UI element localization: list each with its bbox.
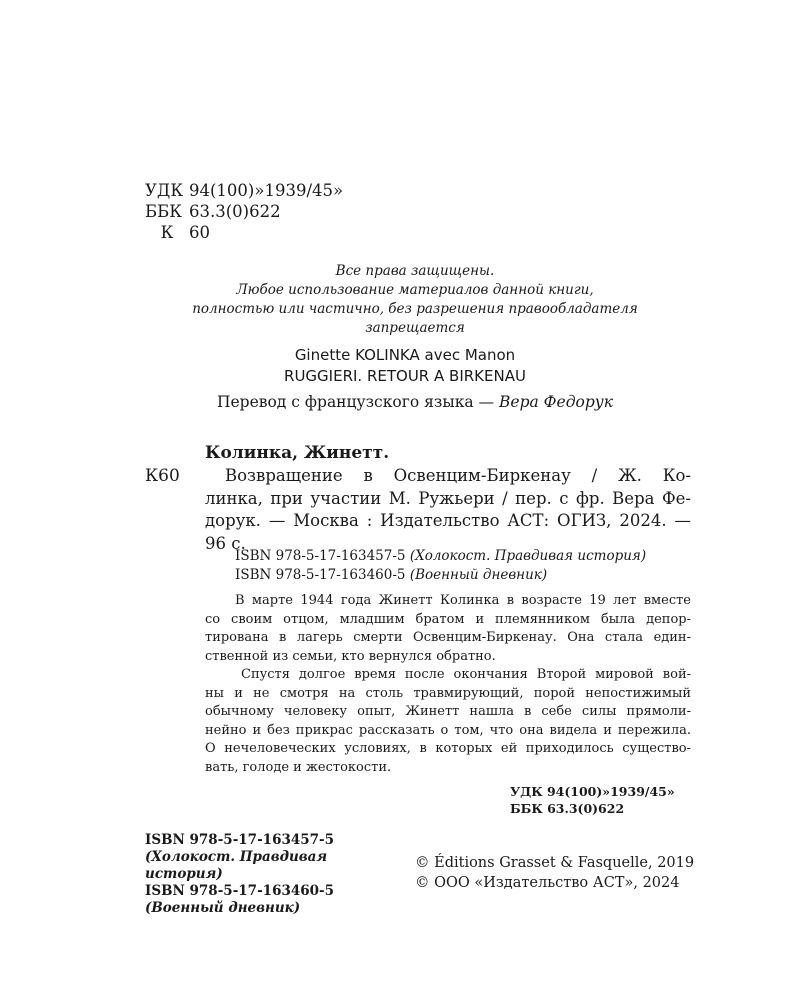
biblio-line: Возвращение в Освенцим-Биркенау / Ж. Ко- <box>225 466 691 485</box>
k-code: 60 <box>189 223 210 242</box>
isbn-block <box>145 832 334 917</box>
rights-line: полностью или частично, без разрешения правообладателя <box>192 301 638 317</box>
classification-codes <box>145 180 343 243</box>
isbn-series: (Холокост. Правдивая история) <box>409 548 647 564</box>
bbk-bottom: ББК 63.3(0)622 <box>510 801 625 816</box>
isbn-number: ISBN 978-5-17-163457-5 <box>145 832 335 848</box>
annotation <box>205 592 691 777</box>
isbn-series: (Военный дневник) <box>409 567 548 583</box>
isbn-series: (Холокост. Правдивая <box>145 849 328 865</box>
original-title-line: Ginette KOLINKA avec Manon <box>294 346 516 364</box>
rights-line: Любое использование материалов данной книги, <box>236 282 594 298</box>
biblio-line: линка, при участии М. Ружьери / пер. с фр. Вера Фе- <box>205 488 691 508</box>
rights-notice <box>160 262 670 338</box>
biblio-line: 96 с. <box>205 533 246 553</box>
annotation-line: обычному человеку опыт, Жинетт нашла в себе силы прямоли- <box>205 704 691 719</box>
bbk-code: 63.3(0)622 <box>189 202 281 221</box>
annotation-line: ны и не смотря на столь травмирующий, порой непостижимый <box>205 685 691 701</box>
classification-codes-bottom <box>510 783 690 817</box>
isbn-series: (Военный дневник) <box>145 900 301 916</box>
original-title-line: RUGGIERI. RETOUR A BIRKENAU <box>284 367 526 385</box>
isbn-number: ISBN 978-5-17-163460-5 <box>145 883 335 899</box>
k-label: К <box>160 223 174 242</box>
bibliographic-description <box>205 465 691 555</box>
udk-bottom: УДК 94(100)»1939/45» <box>510 784 675 799</box>
copyright-notice <box>415 853 694 893</box>
udk-code: 94(100)»1939/45» <box>189 181 344 200</box>
translator-name: Вера Федорук <box>499 393 614 411</box>
copyright-line: © Éditions Grasset & Fasquelle, 2019 <box>415 855 695 871</box>
original-title <box>200 345 610 387</box>
isbn-number: ISBN 978-5-17-163457-5 <box>235 548 406 564</box>
isbn-list <box>235 547 646 585</box>
catalog-code: К60 <box>145 466 180 486</box>
rights-line: Все права защищены. <box>335 263 495 279</box>
annotation-line: со своим отцом, младшим братом и племянником была депор- <box>205 611 691 627</box>
annotation-line: нейно и без прикрас рассказать о том, что она видела и пережила. <box>205 722 691 738</box>
annotation-line: вать, голоде и жестокости. <box>205 759 392 775</box>
rights-line: запрещается <box>365 320 465 336</box>
bbk-label: ББК <box>145 202 183 221</box>
annotation-line: В марте 1944 года Жинетт Колинка в возрасте 19 лет вместе <box>235 593 691 608</box>
annotation-line: ственной из семьи, кто вернулся обратно. <box>205 648 496 664</box>
catalog-author: Колинка, Жинетт. <box>205 443 390 463</box>
udk-label: УДК <box>145 181 184 200</box>
isbn-number: ISBN 978-5-17-163460-5 <box>235 567 406 583</box>
annotation-line: тирована в лагерь смерти Освенцим-Биркенау. Она стала един- <box>205 630 691 645</box>
translation-credit <box>140 393 690 411</box>
annotation-line: Спустя долгое время после окончания Второй мировой вой- <box>241 667 691 682</box>
biblio-line: дорук. — Москва : Издательство АСТ: ОГИЗ, 2024. — <box>205 511 691 530</box>
isbn-series: история) <box>145 866 223 882</box>
annotation-line: О нечеловеческих условиях, в которых ей приходилось существо- <box>205 741 691 756</box>
translation-prefix: Перевод с французского языка — <box>216 393 499 411</box>
copyright-line: © ООО «Издательство АСТ», 2024 <box>415 875 680 891</box>
